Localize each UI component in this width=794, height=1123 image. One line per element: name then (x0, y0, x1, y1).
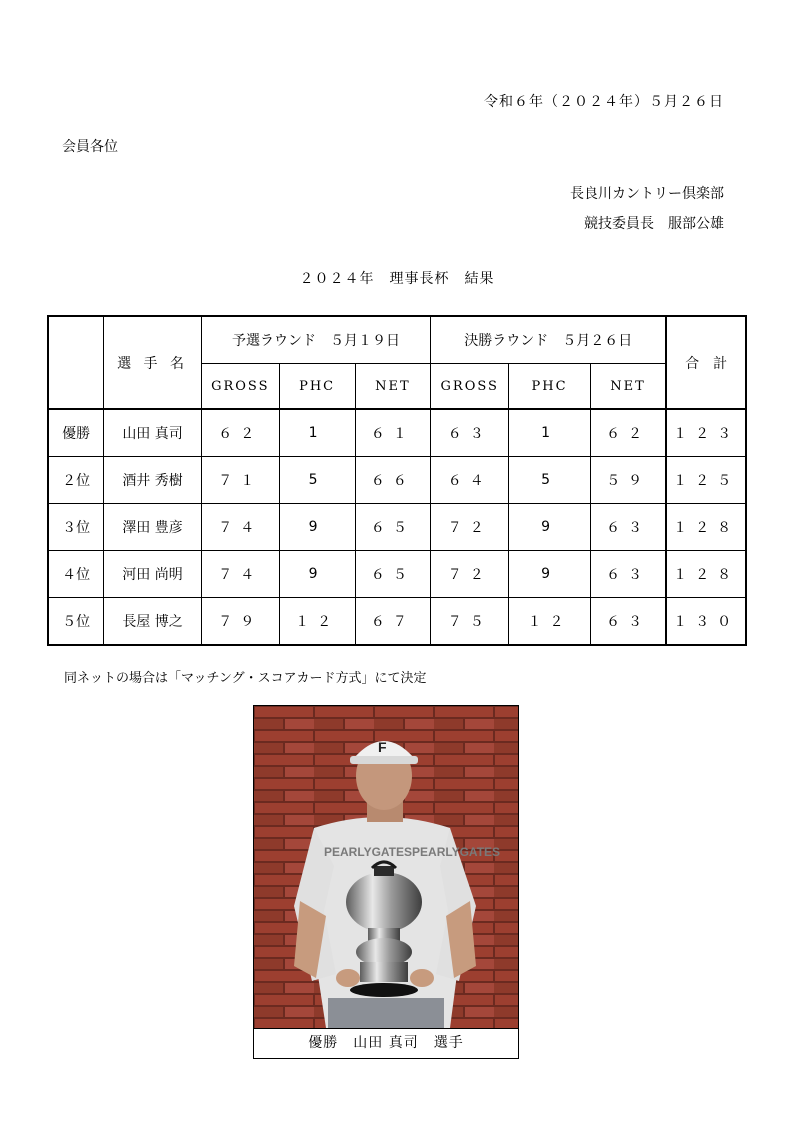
score-cell: ６３ (431, 409, 509, 457)
sub-header: NET (590, 364, 666, 410)
player-name-cell: 酒井 秀樹 (104, 457, 202, 504)
document-date: 令和６年（２０２４年）５月２６日 (484, 94, 724, 110)
score-cell: ６６ (355, 457, 431, 504)
score-cell: 5 (509, 457, 591, 504)
sub-header: PHC (279, 364, 355, 410)
score-cell: ７４ (201, 551, 279, 598)
final-header: 決勝ラウンド ５月２６日 (431, 316, 666, 364)
score-cell: ６３ (590, 551, 666, 598)
total-header: 合 計 (666, 316, 746, 409)
winner-photo (253, 705, 519, 1029)
score-cell: 9 (509, 551, 591, 598)
table-row (48, 457, 746, 504)
table-row (48, 551, 746, 598)
sub-header: PHC (509, 364, 591, 410)
shirt-logo-text: PEARLYGATESPEARLYGATES (324, 845, 501, 859)
score-cell: 9 (279, 504, 355, 551)
score-cell: 1 (509, 409, 591, 457)
qualifying-header: 予選ラウンド ５月１９日 (201, 316, 430, 364)
score-cell: ７２ (431, 504, 509, 551)
rank-cell: ２位 (48, 457, 104, 504)
score-cell: 1 (279, 409, 355, 457)
document-title: ２０２４年 理事長杯 結果 (299, 271, 495, 287)
rank-cell: ４位 (48, 551, 104, 598)
recipients: 会員各位 (62, 139, 118, 155)
results-body (48, 409, 746, 645)
score-cell: ６４ (431, 457, 509, 504)
total-cell: １２８ (666, 551, 746, 598)
sender-block (570, 179, 724, 239)
club-name: 長良川カントリー倶楽部 (570, 186, 724, 202)
score-cell: ５９ (590, 457, 666, 504)
sender-name: 競技委員長 服部公雄 (584, 216, 724, 232)
results-table (47, 315, 747, 646)
sub-header: GROSS (201, 364, 279, 410)
tiebreak-note: 同ネットの場合は「マッチング・スコアカード方式」にて決定 (64, 671, 427, 686)
rank-header (48, 316, 104, 409)
score-cell: ６５ (355, 504, 431, 551)
score-cell: ７９ (201, 598, 279, 646)
total-cell: １３０ (666, 598, 746, 646)
score-cell: 5 (279, 457, 355, 504)
total-cell: １２５ (666, 457, 746, 504)
score-cell: ６５ (355, 551, 431, 598)
sub-header: NET (355, 364, 431, 410)
player-name-cell: 山田 真司 (104, 409, 202, 457)
score-cell: ６２ (590, 409, 666, 457)
photo-caption: 優勝 山田 真司 選手 (253, 1028, 519, 1059)
total-cell: １２８ (666, 504, 746, 551)
table-row (48, 504, 746, 551)
score-cell: １２ (279, 598, 355, 646)
rank-cell: ３位 (48, 504, 104, 551)
score-cell: ７４ (201, 504, 279, 551)
rank-cell: 優勝 (48, 409, 104, 457)
score-cell: 9 (509, 504, 591, 551)
player-name-cell: 河田 尚明 (104, 551, 202, 598)
score-cell: ６２ (201, 409, 279, 457)
score-cell: ７１ (201, 457, 279, 504)
player-header: 選 手 名 (104, 316, 202, 409)
player-name-cell: 長屋 博之 (104, 598, 202, 646)
winner-photo-illustration (254, 706, 518, 1028)
score-cell: ７５ (431, 598, 509, 646)
score-cell: ６３ (590, 504, 666, 551)
table-row (48, 409, 746, 457)
score-cell: ７２ (431, 551, 509, 598)
score-cell: 9 (279, 551, 355, 598)
score-cell: ６１ (355, 409, 431, 457)
sub-header: GROSS (431, 364, 509, 410)
score-cell: １２ (509, 598, 591, 646)
table-row (48, 598, 746, 646)
rank-cell: ５位 (48, 598, 104, 646)
score-cell: ６７ (355, 598, 431, 646)
total-cell: １２３ (666, 409, 746, 457)
cap-logo: F (378, 739, 387, 755)
player-name-cell: 澤田 豊彦 (104, 504, 202, 551)
score-cell: ６３ (590, 598, 666, 646)
